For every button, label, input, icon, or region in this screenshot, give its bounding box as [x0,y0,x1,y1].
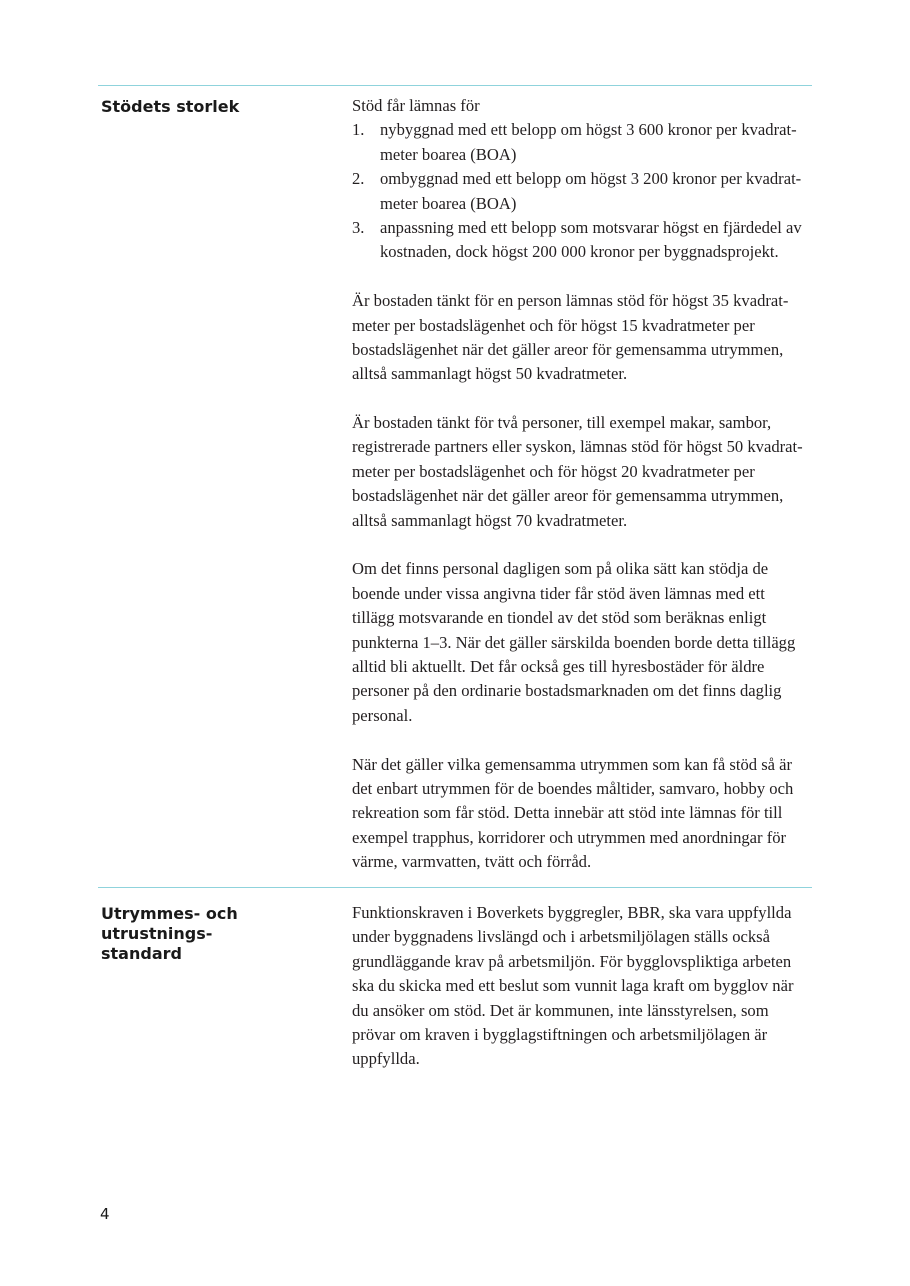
paragraph-line: uppfyllda. [352,1049,420,1069]
paragraph-personnel [352,557,818,728]
list-item-line: kostnaden, dock högst 200 000 kronor per byggnadsprojekt. [380,242,779,262]
paragraph-line: alltså sammanlagt högst 50 kvadratmeter. [352,364,628,384]
paragraph-line: alltså sammanlagt högst 70 kvadratmeter. [352,510,628,530]
paragraph-line: grundläggande krav på arbetsmiljön. För bygglovspliktiga arbeten [352,951,792,971]
heading-line: standard [101,944,182,963]
paragraph-line: punkterna 1–3. När det gäller särskilda boenden borde detta tillägg [352,632,796,652]
section-body-utrymmes-standard [352,901,818,1072]
heading-line: Utrymmes- och utrustnings- [101,904,238,943]
paragraph-line: ska du skicka med ett beslut som vunnit laga kraft om bygglov när [352,976,794,996]
paragraph-line: Funktionskraven i Boverkets byggregler, BBR, ska vara uppfyllda [352,903,792,922]
list-item-line: anpassning med ett belopp som motsvarar högst en fjärdedel av [380,217,802,237]
paragraph-common-spaces [352,753,818,875]
section-divider-top [98,85,812,86]
paragraph-line: registrerade partners eller syskon, lämnas stöd för högst 50 kvadrat- [352,437,803,457]
intro-text: Stöd får lämnas för [352,96,480,115]
paragraph-line: Är bostaden tänkt för två personer, till exempel makar, sambor, [352,413,772,433]
list-item-line: meter boarea (BOA) [380,193,517,213]
list-item [352,216,818,265]
paragraph-line: exempel trapphus, korridorer och utrymmen med anordningar för [352,827,787,847]
paragraph-line: bostadslägenhet när det gäller areor för gemensamma utrymmen, [352,339,784,359]
list-item-line: meter boarea (BOA) [380,144,517,164]
paragraph-line: rekreation som får stöd. Detta innebär att stöd inte lämnas för till [352,803,783,823]
numbered-list [352,118,818,264]
list-item-line: nybyggnad med ett belopp om högst 3 600 kronor per kvadrat- [380,120,797,140]
paragraph-two-persons [352,411,818,533]
paragraph-line: Är bostaden tänkt för en person lämnas stöd för högst 35 kvadrat- [352,291,789,311]
list-number: 1. [352,120,365,140]
list-item [352,118,818,167]
paragraph-line: personer på den ordinarie bostadsmarknaden om det finns daglig [352,681,782,701]
paragraph-line: prövar om kraven i bygglagstiftningen och arbetsmiljölagen är [352,1024,768,1044]
section-heading-utrymmes-standard [101,904,336,964]
section-heading-stodets-storlek: Stödets storlek [101,97,240,116]
paragraph-line: värme, varmvatten, tvätt och förråd. [352,852,592,872]
paragraph-line: under byggnadens livslängd och i arbetsmiljölagen ställs också [352,927,770,947]
list-item [352,167,818,216]
paragraph-line: bostadslägenhet när det gäller areor för gemensamma utrymmen, [352,486,784,506]
paragraph-line: alltid bli aktuellt. Det får också ges till hyresbostäder för äldre [352,656,765,676]
paragraph-line: boende under vissa angivna tider får stöd även lämnas med ett [352,583,765,603]
paragraph-function-requirements [352,901,818,1072]
page-number: 4 [100,1205,110,1223]
paragraph-one-person [352,289,818,387]
list-item-line: ombyggnad med ett belopp om högst 3 200 kronor per kvadrat- [380,169,802,189]
paragraph-line: tillägg motsvarande en tiondel av det stöd som beräknas enligt [352,608,767,628]
list-number: 3. [352,217,365,237]
section-body-stodets-storlek [352,94,818,875]
section-divider-middle [98,887,812,888]
paragraph-line: meter per bostadslägenhet och för högst 20 kvadratmeter per [352,461,755,481]
paragraph-line: du ansöker om stöd. Det är kommunen, inte länsstyrelsen, som [352,1000,769,1020]
list-number: 2. [352,169,365,189]
paragraph-line: När det gäller vilka gemensamma utrymmen som kan få stöd så är [352,754,793,774]
paragraph-line: det enbart utrymmen för de boendes måltider, samvaro, hobby och [352,778,794,798]
paragraph-line: Om det finns personal dagligen som på olika sätt kan stödja de [352,559,769,579]
paragraph-line: meter per bostadslägenhet och för högst 15 kvadratmeter per [352,315,755,335]
paragraph-line: personal. [352,705,413,725]
